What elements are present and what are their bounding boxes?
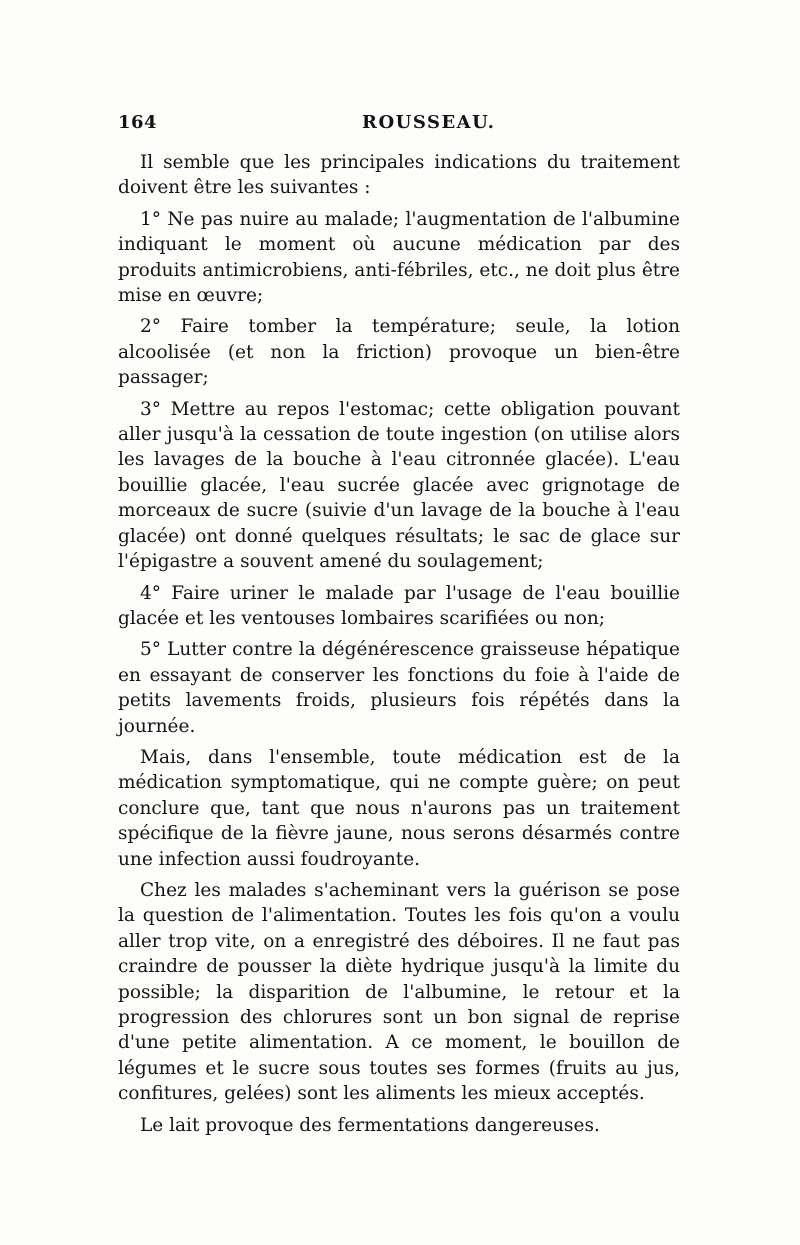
indication-2-paragraph: 2° Faire tomber la température; seule, la lotion alcoolisée (et non la friction) provoque un bien-être passager; <box>118 316 680 389</box>
page-body <box>118 150 680 1144</box>
alimentation-paragraph: Chez les malades s'acheminant vers la guérison se pose la question de l'alimentation. Toutes les fois qu'on a voulu aller trop vite, on a enregistré des déboires. Il ne faut pas craindre de pousser la diète hydrique jusqu'à la limite du possible; la disparition de l'albumine, le retour et la progression des chlorures sont un bon signal de reprise d'une petite alimentation. A ce moment, le bouillon de légumes et le sucre sous toutes ses formes (fruits au jus, confitures, gelées) sont les aliments les mieux acceptés. <box>118 879 680 1105</box>
indication-5-paragraph: 5° Lutter contre la dégénérescence graisseuse hépatique en essayant de conserver les fonctions du foie à l'aide de petits lavements froids, plusieurs fois répétés dans la journée. <box>118 639 680 737</box>
page-header <box>118 112 680 142</box>
symptomatic-paragraph: Mais, dans l'ensemble, toute médication est de la médication symptomatique, qui ne compte guère; on peut conclure que, tant que nous n'aurons pas un traitement spécifique de la fièvre jaune, nous serons désarmés contre une infection aussi foudroyante. <box>118 746 680 870</box>
intro-paragraph: Il semble que les principales indications du traitement doivent être les suivantes : <box>118 152 680 199</box>
indication-3-paragraph: 3° Mettre au repos l'estomac; cette obligation pouvant aller jusqu'à la cessation de toute ingestion (on utilise alors les lavages de la bouche à l'eau citronnée glacée). L'eau bouillie glacée, l'eau sucrée glacée avec grignotage de morceaux de sucre (suivie d'un lavage de la bouche à l'eau glacée) ont donné quelques résultats; le sac de glace sur l'épigastre a souvent amené du soulagement; <box>118 398 680 573</box>
indication-1-paragraph: 1° Ne pas nuire au malade; l'augmentation de l'albumine indiquant le moment où aucune médication par des produits antimicrobiens, anti-fébriles, etc., ne doit plus être mise en œuvre; <box>118 208 680 307</box>
running-head: ROUSSEAU. <box>362 112 496 133</box>
milk-paragraph: Le lait provoque des fermentations dangereuses. <box>140 1114 600 1136</box>
page-number: 164 <box>118 112 158 133</box>
indication-4-paragraph: 4° Faire uriner le malade par l'usage de l'eau bouillie glacée et les ventouses lombaires scarifiées ou non; <box>118 582 680 629</box>
